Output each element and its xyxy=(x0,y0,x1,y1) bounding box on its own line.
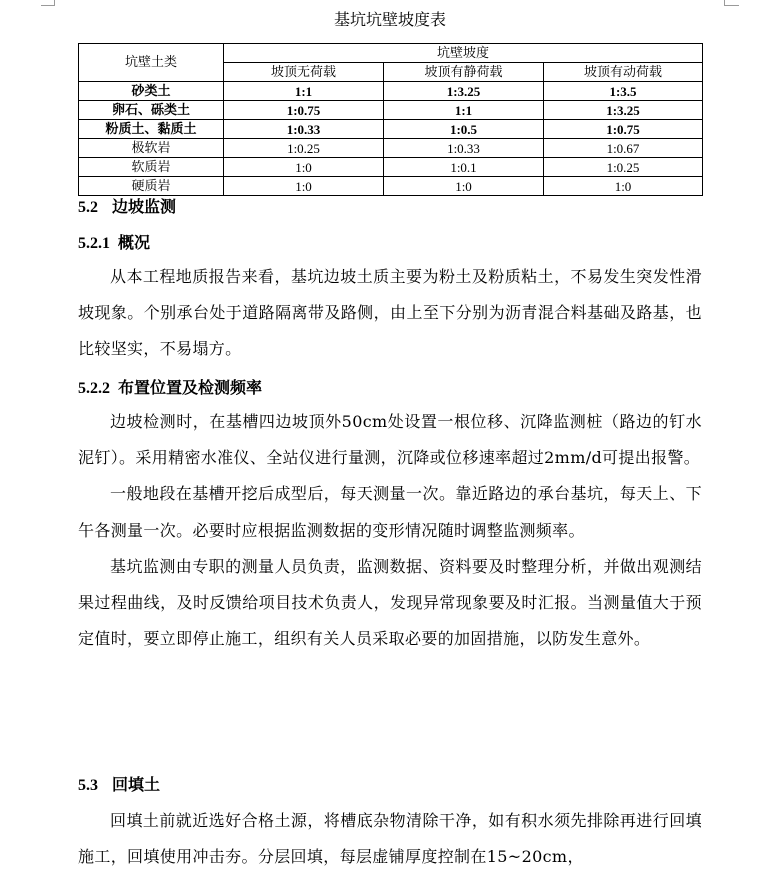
soil-cell: 软质岩 xyxy=(79,158,224,177)
heading-number: 5.2.2 xyxy=(78,380,110,397)
heading-number: 5.2 xyxy=(78,199,98,216)
heading-5-2-2 xyxy=(78,377,262,401)
soil-cell: 卵石、砾类土 xyxy=(79,101,224,120)
paragraph-overview xyxy=(78,259,702,368)
value-cell: 1:0.25 xyxy=(544,158,703,177)
paragraph-text: 回填土前就近选好合格土源，将槽底杂物清除干净，如有积水须先排除再进行回填施工，回填使用冲击夯。分层回填，每层虚铺厚度控制在15~20cm， xyxy=(78,811,702,867)
paragraph-backfill xyxy=(78,803,702,875)
heading-5-2 xyxy=(78,196,176,220)
heading-5-3 xyxy=(78,774,160,798)
heading-title: 概况 xyxy=(118,235,151,252)
table-row xyxy=(79,139,703,158)
table-row xyxy=(79,177,703,196)
table-row xyxy=(79,82,703,101)
header-soil-type: 坑壁土类 xyxy=(79,44,224,82)
value-cell: 1:0 xyxy=(384,177,544,196)
value-cell: 1:0.25 xyxy=(224,139,384,158)
value-cell: 1:0.75 xyxy=(224,101,384,120)
slope-table xyxy=(78,43,703,196)
soil-cell: 硬质岩 xyxy=(79,177,224,196)
table-title: 基坑坑壁坡度表 xyxy=(333,10,446,29)
heading-title: 边坡监测 xyxy=(112,199,177,216)
value-cell: 1:1 xyxy=(384,101,544,120)
crop-mark-left-h xyxy=(41,5,55,6)
soil-cell: 砂类土 xyxy=(79,82,224,101)
value-cell: 1:0.75 xyxy=(544,120,703,139)
paragraph-text: 从本工程地质报告来看，基坑边坡土质主要为粉土及粉质粘土，不易发生突发性滑坡现象。个别承台处于道路隔离带及路侧，由上至下分别为沥青混合料基础及路基，也比较坚实，不易塌方。 xyxy=(78,267,702,359)
heading-title: 回填土 xyxy=(112,777,161,794)
table-row xyxy=(79,120,703,139)
paragraph-text: 基坑监测由专职的测量人员负责，监测数据、资料要及时整理分析，并做出观测结果过程曲线，及时反馈给项目技术负责人，发现异常现象要及时汇报。当测量值大于预定值时，要立即停止施工，组织有关人员采取必要的加固措施，以防发生意外。 xyxy=(78,556,702,649)
value-cell: 1:0 xyxy=(224,177,384,196)
value-cell: 1:3.25 xyxy=(384,82,544,101)
heading-number: 5.2.1 xyxy=(78,235,110,252)
soil-cell: 极软岩 xyxy=(79,139,224,158)
table-row xyxy=(79,101,703,120)
value-cell: 1:0.67 xyxy=(544,139,703,158)
paragraph-text: 边坡检测时，在基槽四边坡顶外50cm处设置一根位移、沉降监测桩（路边的钉水泥钉）。采用精密水准仪、全站仪进行量测，沉降或位移速率超过2mm/d可提出报警。 xyxy=(78,412,702,468)
paragraph-monitoring xyxy=(78,404,702,657)
value-cell: 1:3.5 xyxy=(544,82,703,101)
header-slope: 坑壁坡度 xyxy=(224,44,703,63)
soil-cell: 粉质土、黏质土 xyxy=(79,120,224,139)
heading-title: 布置位置及检测频率 xyxy=(118,380,263,397)
table-row xyxy=(79,158,703,177)
crop-mark-right-h xyxy=(725,5,739,6)
col-header-no-load: 坡顶无荷载 xyxy=(224,63,384,82)
col-header-dynamic-load: 坡顶有动荷载 xyxy=(544,63,703,82)
value-cell: 1:0.1 xyxy=(384,158,544,177)
value-cell: 1:1 xyxy=(224,82,384,101)
paragraph-text: 一般地段在基槽开挖后成型后，每天测量一次。靠近路边的承台基坑，每天上、下午各测量一次。必要时应根据监测数据的变形情况随时调整监测频率。 xyxy=(78,484,702,540)
value-cell: 1:0 xyxy=(544,177,703,196)
value-cell: 1:0.33 xyxy=(384,139,544,158)
heading-number: 5.3 xyxy=(78,777,98,794)
value-cell: 1:0 xyxy=(224,158,384,177)
col-header-static-load: 坡顶有静荷载 xyxy=(384,63,544,82)
heading-5-2-1 xyxy=(78,232,150,256)
value-cell: 1:0.33 xyxy=(224,120,384,139)
value-cell: 1:0.5 xyxy=(384,120,544,139)
value-cell: 1:3.25 xyxy=(544,101,703,120)
